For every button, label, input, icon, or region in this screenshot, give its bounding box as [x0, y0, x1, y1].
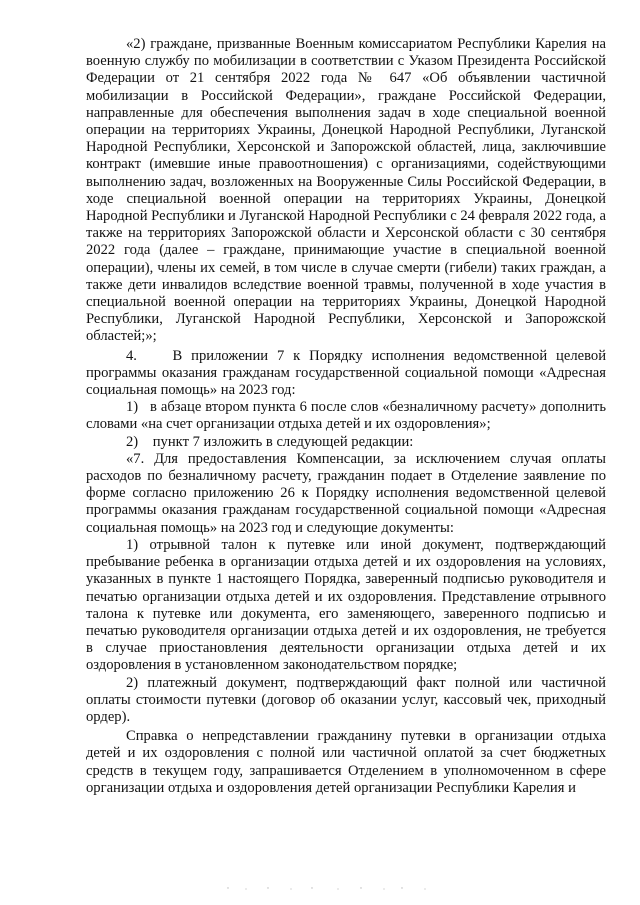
paragraph-certificate: Справка о непредставлении гражданину путевки в организации отдыха детей и их оздоровления с полной или частичной оплатой за счет бюджетных средств в текущем году, запрашивается Отделением в уполномоченном в сфере организации отдыха и оздоровления детей организации Республики Карелия и — [86, 728, 606, 796]
paragraph-point-4: 4. В приложении 7 к Порядку исполнения ведомственной целевой программы оказания гражданам государственной социальной помощи «Адресная социальная помощь» на 2023 год: — [86, 347, 606, 399]
paragraph-document-2: 2) платежный документ, подтверждающий факт полной или частичной оплаты стоимости путевки (договор об оказании услуг, кассовый чек, приходный ордер). — [86, 674, 606, 725]
paragraph-document-1: 1) отрывной талон к путевке или иной документ, подтверждающий пребывание ребенка в организации отдыха детей и их оздоровления на условиях, указанных в пункте 1 настоящего Порядка, заверенный подписью руководителя и печатью организации отдыха детей и их оздоровления. Представление отрывного талона к путевке или документа, его заменяющего, заверенного подписью и печатью руководителя организации отдыха детей и их оздоровления, не требуется в случае приостановления деятельности организации отдыха детей и их оздоровления в установленном законодательством порядке; — [86, 536, 606, 674]
paragraph-subitem-2: 2) пункт 7 изложить в следующей редакции: — [126, 433, 414, 450]
paragraph-item-2-definition: «2) граждане, призванные Военным комиссариатом Республики Карелия на военную службу по мобилизации в соответствии с Указом Президента Российской Федерации от 21 сентября 2022 года № 647 «Об объявлении частичной мобилизации в Российской Федерации», граждане Российской Федерации, направленные для обеспечения выполнения задач в ходе специальной военной операции на территориях Украины, Донецкой Народной Республики, Луганской Народной Республики, Херсонской и Запорожской областей, лица, заключившие контракт (имевшие иные правоотношения) с организациями, содействующими выполнению задач, возложенных на Вооруженные Силы Российской Федерации, в ходе специальной военной операции на территориях Украины, Донецкой Народной Республики и Луганской Народной Республики с 24 февраля 2022 года, а также на территориях Запорожской области и Херсонской области с 30 сентября 2022 года (далее – граждане, принимающие участие в специальной военной операции), члены их семей, в том числе в случае смерти (гибели) таких граждан, а также дети инвалидов вследствие военной травмы, полученной в ходе участия в специальной военной операции на территориях Украины, Донецкой Народной Республики, Луганской Народной Республики, Херсонской и Запорожской областей;»; — [86, 36, 606, 345]
document-page — [86, 36, 606, 797]
paragraph-item-7: «7. Для предоставления Компенсации, за исключением случая оплаты расходов по безналичному расчету, гражданин подает в Отделение заявление по форме согласно приложению 26 к Порядку исполнения ведомственной целевой программы оказания гражданам государственной социальной помощи «Адресная социальная помощь» на 2023 год и следующие документы: — [86, 450, 606, 536]
paragraph-subitem-1: 1) в абзаце втором пункта 6 после слов «безналичному расчету» дополнить словами «на счет организации отдыха детей и их оздоровления»; — [86, 399, 606, 433]
